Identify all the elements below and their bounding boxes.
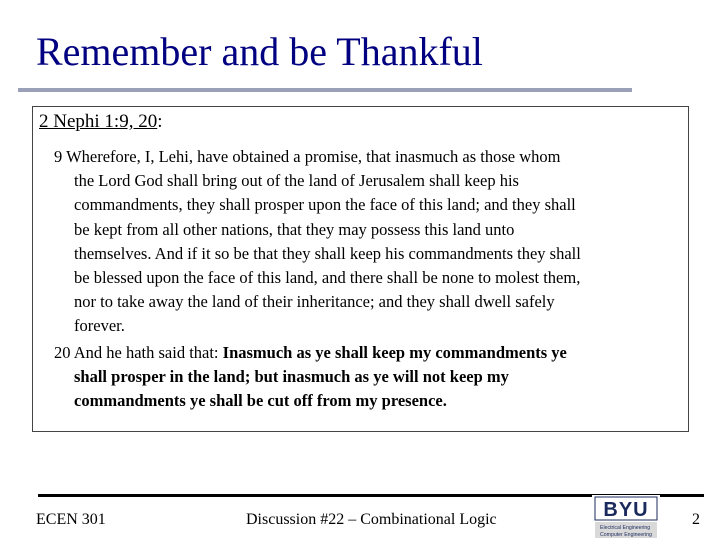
verse-line (54, 341, 685, 365)
footer-course: ECEN 301 (36, 511, 106, 528)
logo-sub-line: Computer Engineering (600, 532, 652, 538)
logo-sub-line: Electrical Engineering (600, 525, 651, 531)
page-number: 2 (692, 511, 700, 528)
verse-line: commandments ye shall be cut off from my presence. (74, 391, 447, 411)
verse-line: the Lord God shall bring out of the land of Jerusalem shall keep his (74, 171, 519, 191)
reference-link[interactable]: 2 Nephi 1:9, 20 (39, 111, 158, 132)
verse-20-intro: 20 And he hath said that: (54, 343, 223, 362)
verse-line: be kept from all other nations, that they may possess this land unto (74, 219, 515, 239)
scripture-box (32, 106, 689, 432)
reference-colon: : (157, 111, 163, 132)
verse-line: be blessed upon the face of this land, and there shall be none to molest them, (74, 268, 581, 288)
footer-title: Discussion #22 – Combinational Logic (246, 511, 497, 528)
verse-20 (54, 341, 685, 414)
slide-title: Remember and be Thankful (36, 29, 483, 74)
verse-line: forever. (74, 316, 125, 336)
logo-word: BYU (603, 499, 649, 521)
verse-line: 9 Wherefore, I, Lehi, have obtained a promise, that inasmuch as those whom (54, 147, 561, 166)
verse-20-bold: Inasmuch as ye shall keep my commandments ye (222, 343, 567, 362)
title-rule (18, 88, 632, 92)
verse-line: themselves. And if it so be that they shall keep his commandments they shall (74, 243, 581, 263)
verse-line: commandments, they shall prosper upon the face of this land; and they shall (74, 195, 576, 215)
verse-line: nor to take away the land of their inheritance; and they shall dwell safely (74, 292, 555, 312)
verse-9 (54, 145, 685, 339)
byu-logo (592, 495, 660, 540)
scripture-reference (39, 111, 163, 133)
verse-line: shall prosper in the land; but inasmuch as ye will not keep my (74, 367, 509, 387)
